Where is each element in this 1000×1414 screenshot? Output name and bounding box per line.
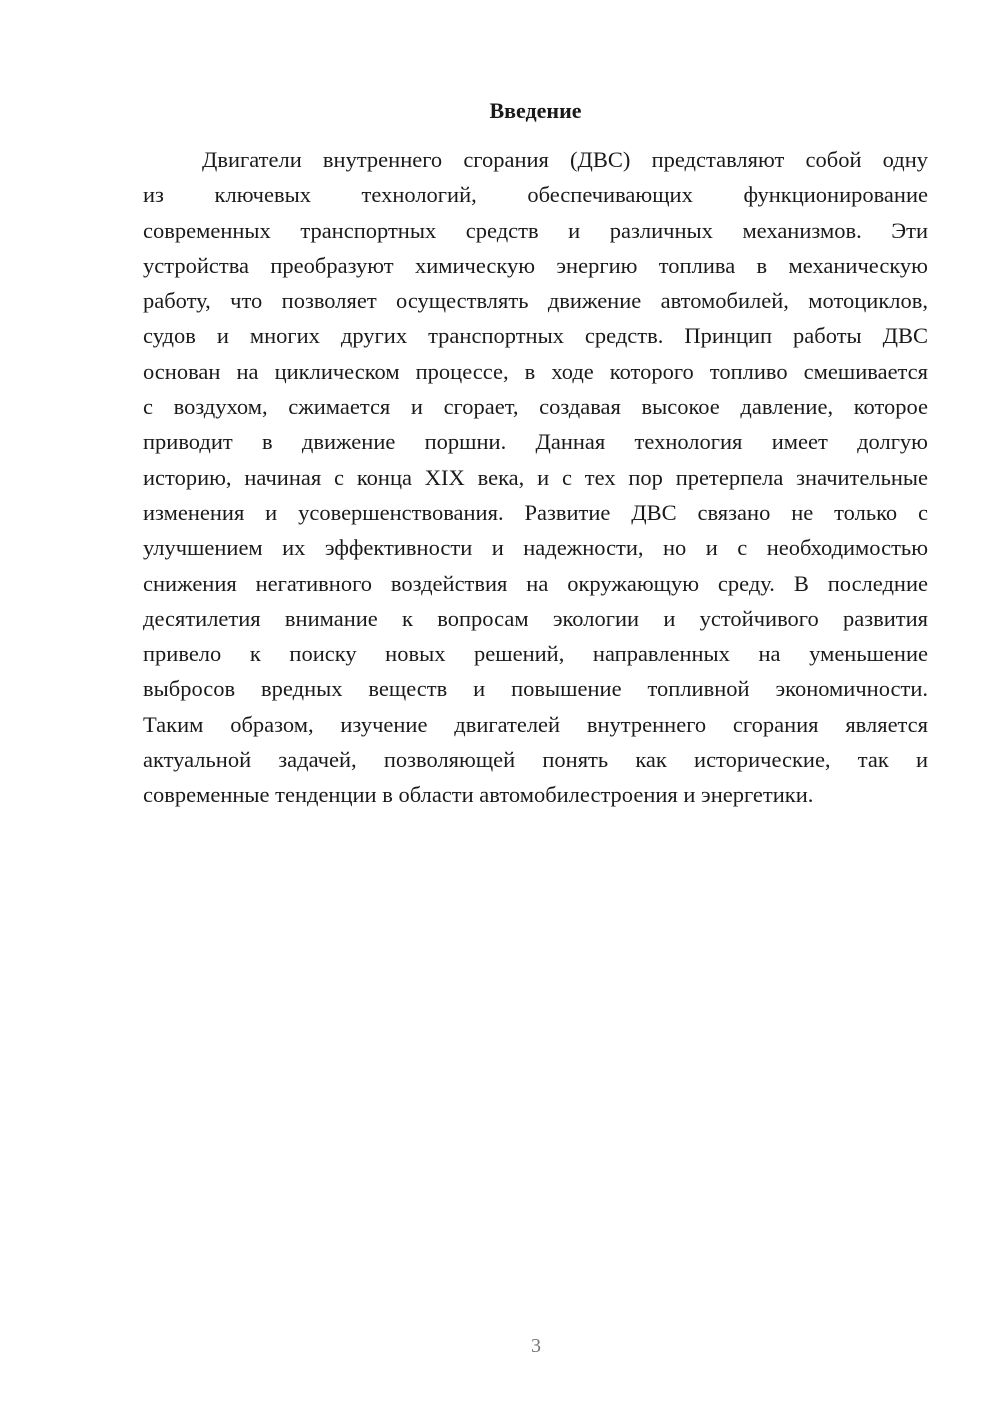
paragraph-line: современные тенденции в области автомобилестроения и энергетики. xyxy=(143,782,814,808)
paragraph-line: приводит в движение поршни. Данная технология имеет долгую xyxy=(143,429,928,455)
paragraph-line: современных транспортных средств и различных механизмов. Эти xyxy=(143,217,928,243)
introduction-paragraph xyxy=(143,142,928,813)
paragraph-line: историю, начиная с конца XIX века, и с тех пор претерпела значительные xyxy=(143,464,928,490)
paragraph-line: устройства преобразуют химическую энергию топлива в механическую xyxy=(143,252,928,278)
paragraph-line: судов и многих других транспортных средств. Принцип работы ДВС xyxy=(143,323,928,349)
paragraph-line: Двигатели внутреннего сгорания (ДВС) представляют собой одну xyxy=(202,147,928,172)
paragraph-line: основан на циклическом процессе, в ходе которого топливо смешивается xyxy=(143,358,928,384)
section-heading: Введение xyxy=(489,98,582,123)
paragraph-line: с воздухом, сжимается и сгорает, создавая высокое давление, которое xyxy=(143,394,928,420)
paragraph-line: изменения и усовершенствования. Развитие ДВС связано не только с xyxy=(143,499,928,525)
paragraph-line: работу, что позволяет осуществлять движение автомобилей, мотоциклов, xyxy=(143,288,928,314)
paragraph-line: из ключевых технологий, обеспечивающих функционирование xyxy=(143,182,928,208)
paragraph-line: десятилетия внимание к вопросам экологии и устойчивого развития xyxy=(143,605,928,631)
paragraph-line: снижения негативного воздействия на окружающую среду. В последние xyxy=(143,570,928,596)
paragraph-line: привело к поиску новых решений, направленных на уменьшение xyxy=(143,641,928,667)
paragraph-line: улучшением их эффективности и надежности, но и с необходимостью xyxy=(143,535,928,561)
paragraph-line: актуальной задачей, позволяющей понять как исторические, так и xyxy=(143,747,928,773)
paragraph-line: Таким образом, изучение двигателей внутреннего сгорания является xyxy=(143,711,928,737)
page-number: 3 xyxy=(531,1335,541,1357)
paragraph-line: выбросов вредных веществ и повышение топливной экономичности. xyxy=(143,676,928,702)
